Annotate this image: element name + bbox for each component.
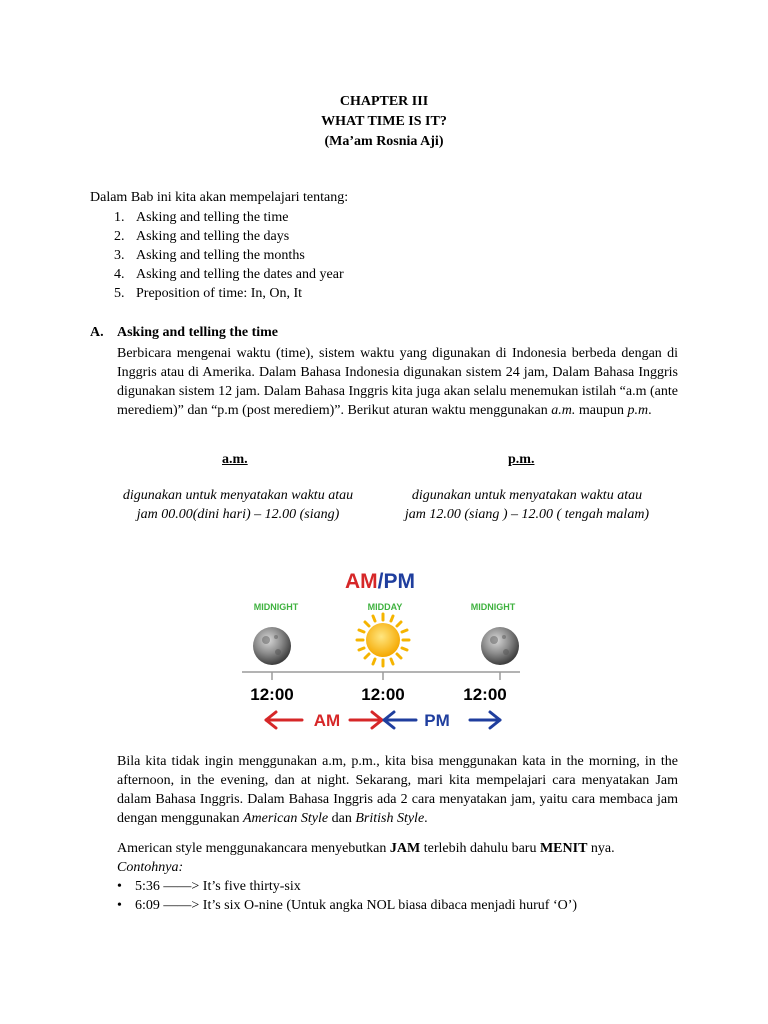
examples-label: Contohnya: <box>117 860 184 875</box>
time-right: 12:00 <box>463 685 507 704</box>
intro-lead: Dalam Bab ini kita akan mempelajari tentang: <box>90 190 349 205</box>
time-left: 12:00 <box>250 685 294 704</box>
sun-icon <box>357 614 409 666</box>
list-item: 1. Asking and telling the time <box>114 210 289 225</box>
am-description: digunakan untuk menyatakan waktu atau jam 00.00(dini hari) – 12.00 (siang) <box>122 488 354 522</box>
am-arrow-left-icon <box>266 712 302 728</box>
section-a-heading: A. Asking and telling the time <box>90 325 279 340</box>
pm-arrow-left-icon <box>384 712 416 728</box>
diagram-title: AM/PM <box>344 570 416 593</box>
pm-arrow-right-icon <box>470 712 500 728</box>
time-mid: 12:00 <box>361 685 405 704</box>
list-item: • 5:36 ——> It’s five thirty-six <box>117 879 301 894</box>
chapter-label: CHAPTER III <box>339 94 429 109</box>
pm-description: digunakan untuk menyatakan waktu atau jam 12.00 (siang ) – 12.00 ( tengah malam) <box>404 488 650 522</box>
label-midnight-right: MIDNIGHT <box>470 602 516 612</box>
list-item: • 6:09 ——> It’s six O-nine (Untuk angka NOL biasa dibaca menjadi huruf ‘O’) <box>117 898 578 913</box>
list-item: 3. Asking and telling the months <box>114 248 305 263</box>
list-item: 2. Asking and telling the days <box>114 229 290 244</box>
paragraph-am-pm-alternatives: Bila kita tidak ingin menggunakan a.m, p.m., kita bisa menggunakan kata in the morning, in the afternoon, in the evening, dan at night. Sekarang, mari kita mempelajari cara menyatakan Jam dalam Bahasa Inggris. Dalam Bahasa Inggris ada 2 cara menyatakan jam, yaitu cara membaca jam dengan menggunakan American Style dan British Style. <box>117 754 678 826</box>
moon-icon <box>253 627 291 665</box>
list-item: 5. Preposition of time: In, On, It <box>114 286 303 301</box>
section-a-paragraph: Berbicara mengenai waktu (time), sistem waktu yang digunakan di Indonesia berbeda dengan di Inggris atau di Amerika. Dalam Bahasa Indonesia digunakan sistem 24 jam, Dalam Bahasa Inggris digunakan sistem 12 jam. Dalam Bahasa Inggris kita juga akan selalu menemukan istilah “a.m (ante merediem)” dan “p.m (post merediem)”. Berikut aturan waktu menggunakan a.m. maupun p.m. <box>117 346 678 418</box>
am-heading: a.m. <box>222 452 248 467</box>
moon-icon <box>481 627 519 665</box>
label-midday: MIDDAY <box>367 602 403 612</box>
am-arrow-right-icon <box>350 712 382 728</box>
arrow-pm-label: PM <box>424 711 450 730</box>
am-pm-diagram <box>230 560 530 740</box>
topic-list <box>114 208 344 303</box>
chapter-author: (Ma’am Rosnia Aji) <box>324 134 444 149</box>
label-midnight-left: MIDNIGHT <box>253 602 299 612</box>
paragraph-american-style: American style menggunakancara menyebutkan JAM terlebih dahulu baru MENIT nya. Contohnya: <box>117 839 678 877</box>
example-list <box>117 877 697 915</box>
list-item: 4. Asking and telling the dates and year <box>114 267 344 282</box>
arrow-am-label: AM <box>313 711 341 730</box>
chapter-title: WHAT TIME IS IT? <box>321 114 447 129</box>
pm-heading: p.m. <box>508 452 535 467</box>
